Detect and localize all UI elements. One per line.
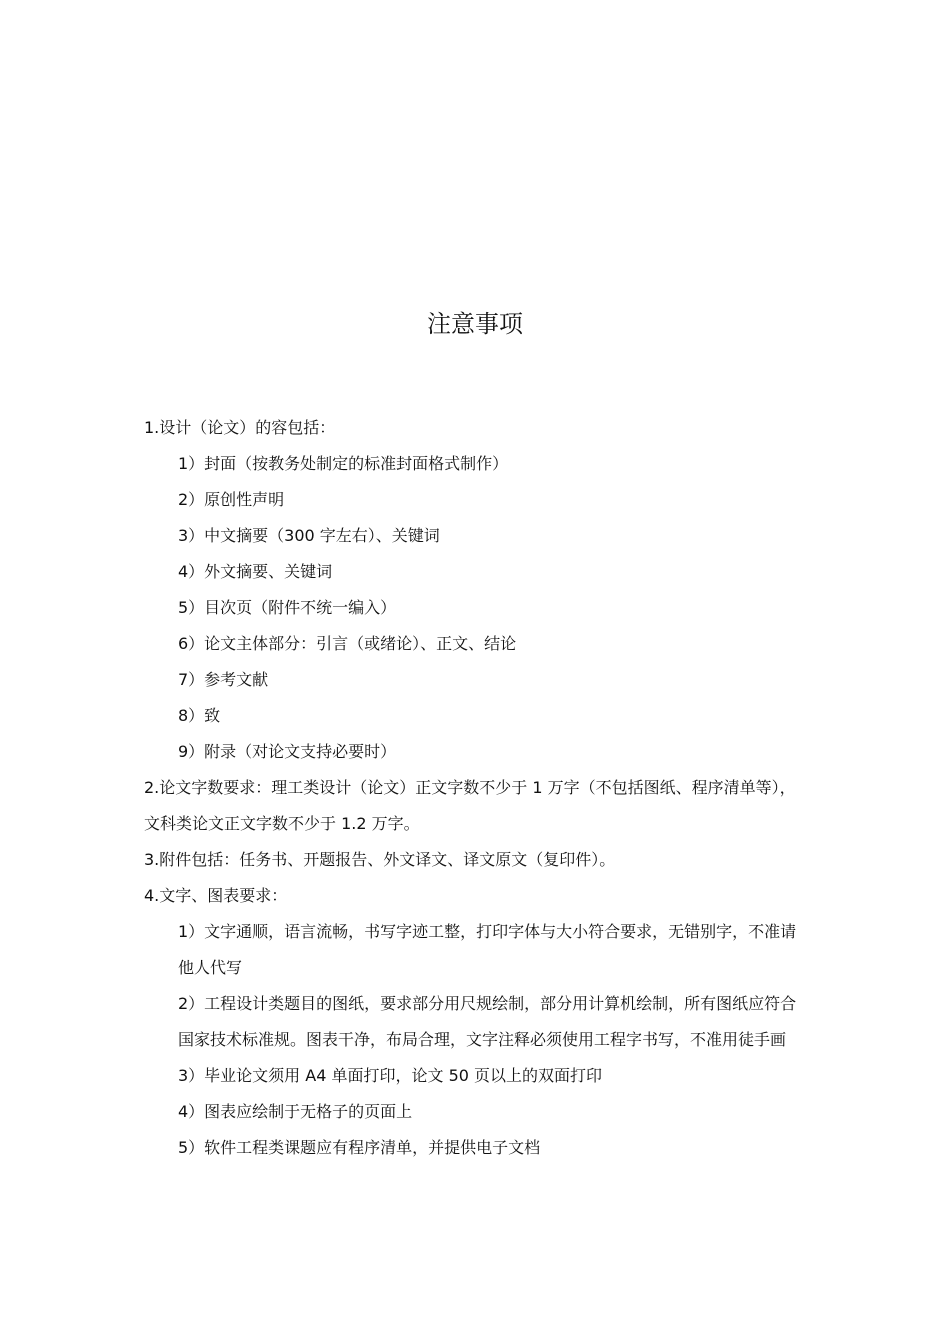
section-1-item: 1）封面（按教务处制定的标准封面格式制作） xyxy=(178,454,509,473)
section-2-heading: 2.论文字数要求：理工类设计（论文）正文字数不少于 1 万字（不包括图纸、程序清单等），文科类论文正文字数不少于 1.2 万字。 xyxy=(144,778,796,833)
notes-content xyxy=(144,410,804,1166)
section-1-item: 6）论文主体部分：引言（或绪论）、正文、结论 xyxy=(178,634,517,653)
section-3-heading: 3.附件包括：任务书、开题报告、外文译文、译文原文（复印件）。 xyxy=(144,850,616,869)
section-1-item: 4）外文摘要、关键词 xyxy=(178,562,333,581)
section-1-item: 5）目次页（附件不统一编入） xyxy=(178,598,397,617)
section-4-item: 2）工程设计类题目的图纸，要求部分用尺规绘制，部分用计算机绘制，所有图纸应符合国家技术标准规。图表干净，布局合理，文字注释必须使用工程字书写，不准用徒手画 xyxy=(178,994,797,1049)
page-title: 注意事项 xyxy=(427,310,523,338)
section-1-item: 3）中文摘要（300 字左右）、关键词 xyxy=(178,526,440,545)
section-1-item: 2）原创性声明 xyxy=(178,490,285,509)
section-4-heading: 4.文字、图表要求： xyxy=(144,886,288,905)
section-1-heading: 1.设计（论文）的容包括： xyxy=(144,418,336,437)
section-4-item: 4）图表应绘制于无格子的页面上 xyxy=(178,1102,413,1121)
section-1-item: 8）致 xyxy=(178,706,221,725)
section-4-item: 5）软件工程类课题应有程序清单，并提供电子文档 xyxy=(178,1138,541,1157)
section-4-item: 1）文字通顺，语言流畅，书写字迹工整，打印字体与大小符合要求，无错别字，不准请他人代写 xyxy=(178,922,797,977)
section-4-item: 3）毕业论文须用 A4 单面打印，论文 50 页以上的双面打印 xyxy=(178,1066,603,1085)
section-1-item: 9）附录（对论文支持必要时） xyxy=(178,742,397,761)
section-1-item: 7）参考文献 xyxy=(178,670,269,689)
